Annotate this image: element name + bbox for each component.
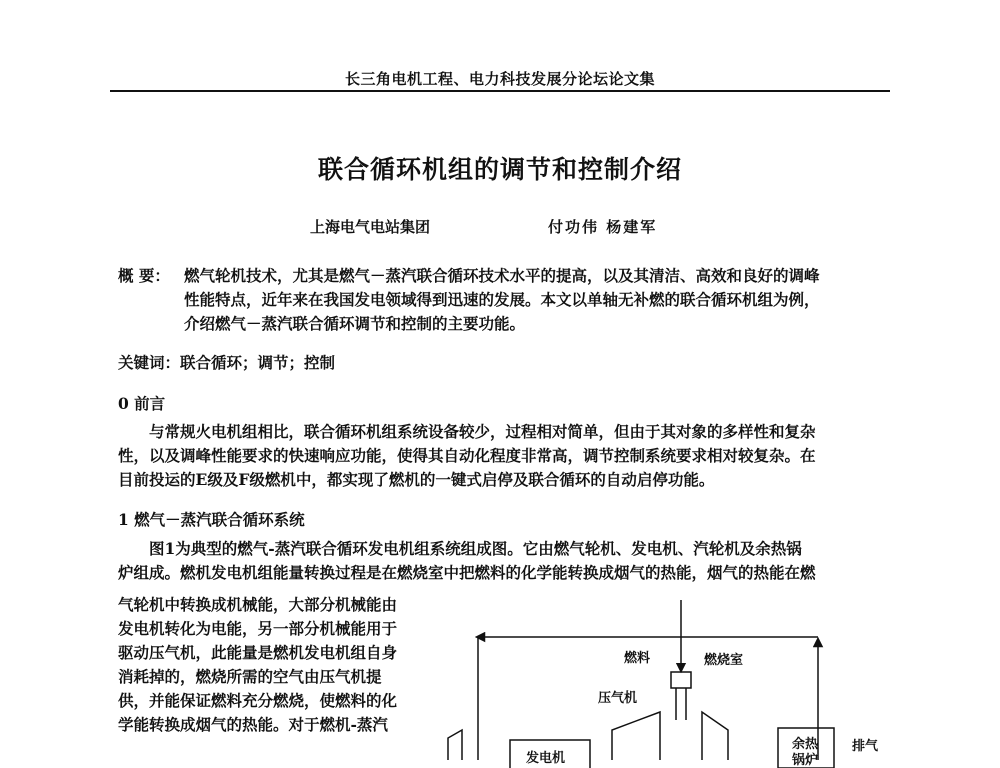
fuel-label: 燃料 bbox=[624, 651, 651, 666]
hrsg-label-line2: 锅炉 bbox=[792, 753, 819, 768]
combustor-label: 燃烧室 bbox=[704, 653, 744, 668]
compressor-shape bbox=[612, 712, 660, 760]
turbine-shape bbox=[702, 712, 728, 760]
paragraph-line: 炉组成。燃机发电机组能量转换过程是在燃烧室中把燃料的化学能转换成烟气的热能，烟气的热能在燃 bbox=[118, 563, 816, 582]
section-0-paragraph bbox=[118, 420, 894, 492]
exhaust-label: 排气 bbox=[852, 739, 879, 754]
abstract-line: 性能特点，近年来在我国发电领域得到迅速的发展。本文以单轴无补燃的联合循环机组为例， bbox=[184, 290, 820, 309]
paragraph-line: 学能转换成烟气的热能。对于燃机-蒸汽 bbox=[118, 715, 388, 734]
section-1-wrapped-text bbox=[118, 593, 434, 737]
abstract-text bbox=[184, 264, 900, 336]
journal-header: 长三角电机工程、电力科技发展分论坛论文集 bbox=[344, 70, 655, 88]
paragraph-line: 发电机转化为电能，另一部分机械能用于 bbox=[118, 619, 398, 638]
left-machine-shape bbox=[448, 730, 462, 760]
combined-cycle-diagram bbox=[440, 598, 900, 768]
section-1-paragraph bbox=[118, 537, 894, 585]
paragraph-line: 供，并能保证燃料充分燃烧，使燃料的化 bbox=[118, 691, 398, 710]
compressor-label: 压气机 bbox=[598, 691, 638, 706]
combustor-box bbox=[671, 672, 691, 688]
paper-title: 联合循环机组的调节和控制介绍 bbox=[317, 155, 682, 184]
keywords: 关键词：联合循环；调节；控制 bbox=[118, 353, 336, 372]
paragraph-line: 驱动压气机，此能量是燃机发电机组自身 bbox=[118, 643, 398, 662]
generator-label: 发电机 bbox=[526, 751, 566, 766]
abstract-line: 介绍燃气－蒸汽联合循环调节和控制的主要功能。 bbox=[184, 314, 526, 333]
affiliation: 上海电气电站集团 bbox=[310, 218, 431, 236]
authors: 付功伟 杨建军 bbox=[548, 218, 658, 236]
abstract-line: 燃气轮机技术，尤其是燃气－蒸汽联合循环技术水平的提高，以及其清洁、高效和良好的调峰 bbox=[184, 266, 820, 285]
paragraph-line: 气轮机中转换成机械能，大部分机械能由 bbox=[118, 595, 398, 614]
paragraph-line: 图1为典型的燃气-蒸汽联合循环发电机组系统组成图。它由燃气轮机、发电机、汽轮机及余热锅 bbox=[149, 539, 802, 558]
paragraph-line: 消耗掉的，燃烧所需的空气由压气机提 bbox=[118, 667, 382, 686]
hrsg-label: 余热 bbox=[792, 737, 819, 752]
header-rule bbox=[110, 90, 890, 92]
paragraph-line: 性，以及调峰性能要求的快速响应功能，使得其自动化程度非常高，调节控制系统要求相对较复杂。在 bbox=[118, 446, 816, 465]
abstract-label: 概 要： bbox=[118, 266, 170, 285]
section-heading-1: 1 燃气－蒸汽联合循环系统 bbox=[118, 510, 305, 529]
paragraph-line: 目前投运的E级及F级燃机中，都实现了燃机的一键式启停及联合循环的自动启停功能。 bbox=[118, 470, 715, 489]
paragraph-line: 与常规火电机组相比，联合循环机组系统设备较少，过程相对简单，但由于其对象的多样性和复杂 bbox=[149, 422, 816, 441]
section-heading-0: 0 前言 bbox=[118, 394, 166, 413]
